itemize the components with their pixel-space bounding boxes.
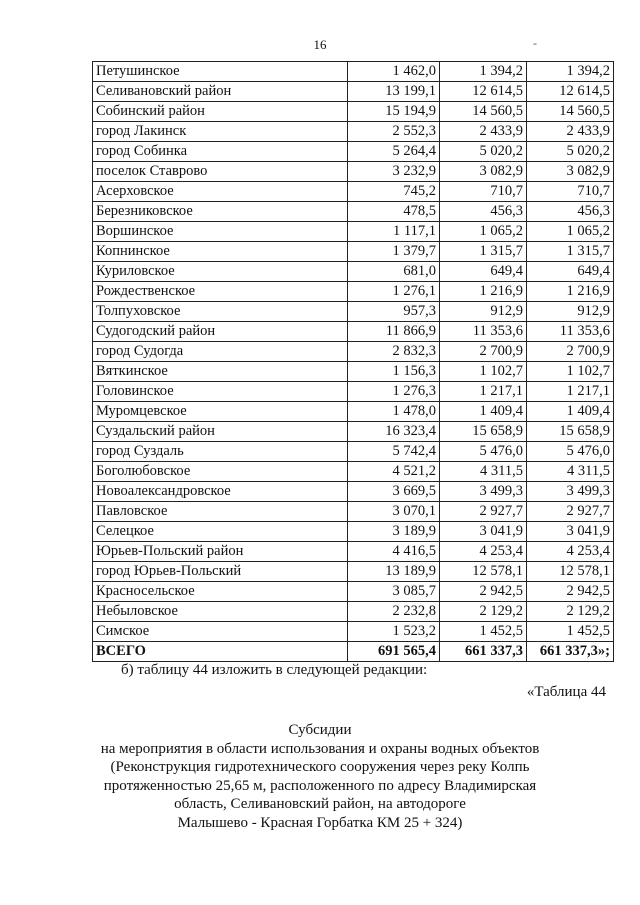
value-col3: 912,9 [527, 302, 614, 322]
value-col3: 1 102,7 [527, 362, 614, 382]
value-col1: 3 070,1 [348, 502, 440, 522]
row-name: город Судогда [93, 342, 348, 362]
continuation-text: б) таблицу 44 изложить в следующей редакции: [121, 662, 428, 678]
table-row [93, 522, 614, 542]
row-name: Судогодский район [93, 322, 348, 342]
row-name: Муромцевское [93, 402, 348, 422]
value-col2: 11 353,6 [440, 322, 527, 342]
value-col1: 1 523,2 [348, 622, 440, 642]
page-number: 16 [313, 37, 327, 52]
table-row [93, 122, 614, 142]
table-row [93, 302, 614, 322]
value-col2: 4 311,5 [440, 462, 527, 482]
value-col1: 1 276,3 [348, 382, 440, 402]
value-col3: 1 065,2 [527, 222, 614, 242]
row-name: Боголюбовское [93, 462, 348, 482]
value-col1: 957,3 [348, 302, 440, 322]
value-col3: 2 927,7 [527, 502, 614, 522]
table-row [93, 322, 614, 342]
row-name: Селивановский район [93, 82, 348, 102]
value-col2: 1 102,7 [440, 362, 527, 382]
value-col1: 2 832,3 [348, 342, 440, 362]
value-col3: 15 658,9 [527, 422, 614, 442]
value-col3: 710,7 [527, 182, 614, 202]
value-col3: 2 129,2 [527, 602, 614, 622]
value-col1: 3 085,7 [348, 582, 440, 602]
value-col3: 1 217,1 [527, 382, 614, 402]
value-col3: 14 560,5 [527, 102, 614, 122]
value-col2: 1 452,5 [440, 622, 527, 642]
value-col1: 13 189,9 [348, 562, 440, 582]
row-name: город Собинка [93, 142, 348, 162]
value-col2: 1 315,7 [440, 242, 527, 262]
value-col2: 3 499,3 [440, 482, 527, 502]
value-col2: 1 065,2 [440, 222, 527, 242]
table-row [93, 402, 614, 422]
table-row [93, 622, 614, 642]
value-col2: 2 927,7 [440, 502, 527, 522]
value-col3: 1 315,7 [527, 242, 614, 262]
table-row [93, 382, 614, 402]
title-line: Субсидии [288, 722, 352, 738]
value-col2: 2 942,5 [440, 582, 527, 602]
value-col1: 1 117,1 [348, 222, 440, 242]
table-row [93, 602, 614, 622]
value-col3: 2 700,9 [527, 342, 614, 362]
value-col3: 4 311,5 [527, 462, 614, 482]
table-row [93, 242, 614, 262]
value-col1: 478,5 [348, 202, 440, 222]
row-name: Толпуховское [93, 302, 348, 322]
value-col1: 11 866,9 [348, 322, 440, 342]
row-name: город Лакинск [93, 122, 348, 142]
value-col2: 1 217,1 [440, 382, 527, 402]
total-row [93, 642, 614, 662]
row-name: Красносельское [93, 582, 348, 602]
value-col3: 649,4 [527, 262, 614, 282]
value-col2: 710,7 [440, 182, 527, 202]
value-col1: 1 478,0 [348, 402, 440, 422]
value-col1: 3 669,5 [348, 482, 440, 502]
table-row [93, 582, 614, 602]
table-row [93, 102, 614, 122]
row-name: Рождественское [93, 282, 348, 302]
value-col1: 13 199,1 [348, 82, 440, 102]
value-col2: 15 658,9 [440, 422, 527, 442]
title-line: (Реконструкция гидротехнического сооружения через реку Колпь [110, 759, 530, 775]
title-line: на мероприятия в области использования и охраны водных объектов [100, 740, 540, 757]
value-col2: 3 082,9 [440, 162, 527, 182]
row-name: Павловское [93, 502, 348, 522]
value-col3: 456,3 [527, 202, 614, 222]
value-col1: 1 462,0 [348, 62, 440, 82]
table-label: «Таблица 44 [526, 684, 606, 700]
table-row [93, 482, 614, 502]
value-col2: 2 129,2 [440, 602, 527, 622]
value-col1: 4 416,5 [348, 542, 440, 562]
row-name: ВСЕГО [93, 642, 348, 662]
value-col3: 1 452,5 [527, 622, 614, 642]
value-col3: 2 433,9 [527, 122, 614, 142]
value-col2: 2 433,9 [440, 122, 527, 142]
row-name: Селецкое [93, 522, 348, 542]
value-col1: 2 232,8 [348, 602, 440, 622]
row-name: поселок Ставрово [93, 162, 348, 182]
value-col3: 11 353,6 [527, 322, 614, 342]
table-row [93, 462, 614, 482]
value-col2: 3 041,9 [440, 522, 527, 542]
table-row [93, 82, 614, 102]
table-row [93, 62, 614, 82]
row-name: Вяткинское [93, 362, 348, 382]
table-row [93, 502, 614, 522]
value-col2: 912,9 [440, 302, 527, 322]
value-col1: 5 264,4 [348, 142, 440, 162]
row-name: Петушинское [93, 62, 348, 82]
table-row [93, 142, 614, 162]
scan-mark: - [533, 36, 537, 50]
value-col1: 1 379,7 [348, 242, 440, 262]
title-line: область, Селивановский район, на автодороге [174, 796, 466, 812]
title-line: Малышево - Красная Горбатка КМ 25 + 324) [177, 814, 463, 831]
row-name: город Суздаль [93, 442, 348, 462]
value-col3: 5 020,2 [527, 142, 614, 162]
row-name: Асерховское [93, 182, 348, 202]
value-col3: 2 942,5 [527, 582, 614, 602]
subsidy-table [92, 61, 614, 662]
value-col1: 16 323,4 [348, 422, 440, 442]
value-col1: 5 742,4 [348, 442, 440, 462]
value-col2: 5 020,2 [440, 142, 527, 162]
row-name: Суздальский район [93, 422, 348, 442]
value-col2: 4 253,4 [440, 542, 527, 562]
value-col3: 661 337,3»; [527, 642, 614, 662]
value-col2: 14 560,5 [440, 102, 527, 122]
value-col3: 3 041,9 [527, 522, 614, 542]
table-row [93, 282, 614, 302]
value-col2: 661 337,3 [440, 642, 527, 662]
value-col1: 4 521,2 [348, 462, 440, 482]
row-name: Небыловское [93, 602, 348, 622]
row-name: Березниковское [93, 202, 348, 222]
table-row [93, 542, 614, 562]
table-title [80, 721, 560, 832]
row-name: Куриловское [93, 262, 348, 282]
row-name: Юрьев-Польский район [93, 542, 348, 562]
table-row [93, 262, 614, 282]
value-col3: 1 216,9 [527, 282, 614, 302]
row-name: Собинский район [93, 102, 348, 122]
value-col2: 456,3 [440, 202, 527, 222]
value-col2: 1 394,2 [440, 62, 527, 82]
value-col1: 1 156,3 [348, 362, 440, 382]
table-row [93, 422, 614, 442]
row-name: Головинское [93, 382, 348, 402]
row-name: Копнинское [93, 242, 348, 262]
table-row [93, 162, 614, 182]
value-col2: 12 578,1 [440, 562, 527, 582]
value-col2: 1 216,9 [440, 282, 527, 302]
value-col3: 12 614,5 [527, 82, 614, 102]
value-col1: 3 232,9 [348, 162, 440, 182]
row-name: Симское [93, 622, 348, 642]
table-row [93, 182, 614, 202]
row-name: Воршинское [93, 222, 348, 242]
value-col1: 1 276,1 [348, 282, 440, 302]
table-row [93, 562, 614, 582]
value-col1: 681,0 [348, 262, 440, 282]
value-col2: 649,4 [440, 262, 527, 282]
value-col1: 15 194,9 [348, 102, 440, 122]
value-col2: 1 409,4 [440, 402, 527, 422]
table-row [93, 342, 614, 362]
table-row [93, 222, 614, 242]
value-col3: 3 499,3 [527, 482, 614, 502]
value-col3: 12 578,1 [527, 562, 614, 582]
value-col1: 2 552,3 [348, 122, 440, 142]
value-col2: 2 700,9 [440, 342, 527, 362]
value-col3: 1 409,4 [527, 402, 614, 422]
value-col1: 3 189,9 [348, 522, 440, 542]
value-col2: 12 614,5 [440, 82, 527, 102]
value-col3: 1 394,2 [527, 62, 614, 82]
value-col1: 691 565,4 [348, 642, 440, 662]
value-col2: 5 476,0 [440, 442, 527, 462]
row-name: Новоалександровское [93, 482, 348, 502]
value-col3: 4 253,4 [527, 542, 614, 562]
value-col1: 745,2 [348, 182, 440, 202]
value-col3: 5 476,0 [527, 442, 614, 462]
value-col3: 3 082,9 [527, 162, 614, 182]
table-row [93, 362, 614, 382]
table-row [93, 202, 614, 222]
table-row [93, 442, 614, 462]
title-line: протяженностью 25,65 м, расположенного по адресу Владимирская [103, 777, 537, 794]
row-name: город Юрьев-Польский [93, 562, 348, 582]
